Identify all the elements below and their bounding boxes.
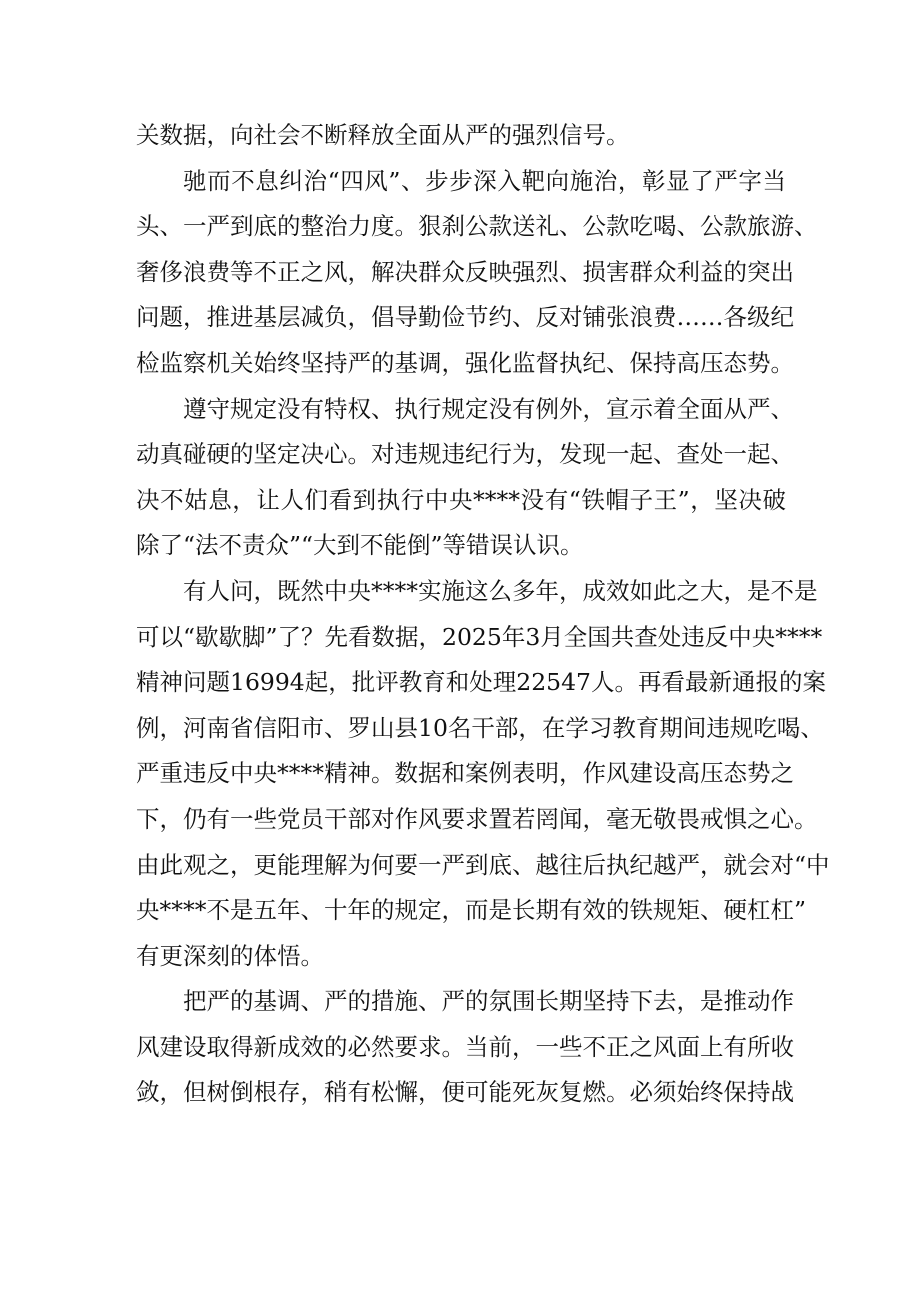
- text-line: 关数据，向社会不断释放全面从严的强烈信号。: [136, 121, 630, 149]
- text-line: 例，河南省信阳市、罗山县10名干部，在学习教育期间违规吃喝、: [136, 713, 824, 742]
- text-line: 遵守规定没有特权、执行规定没有例外，宣示着全面从严、: [183, 394, 794, 423]
- text-line: 除了“法不责众”“大到不能倒”等错误认识。: [136, 531, 584, 560]
- text-line: 可以“歇歇脚”了？先看数据，2025年3月全国共查处违反中央****: [136, 622, 823, 651]
- text-line: 决不姑息，让人们看到执行中央****没有“铁帽子王”，坚决破: [136, 485, 786, 514]
- text-line: 央****不是五年、十年的规定，而是长期有效的铁规矩、硬杠杠”: [136, 896, 807, 925]
- text-line: 风建设取得新成效的必然要求。当前，一些不正之风面上有所收: [136, 1032, 794, 1061]
- text-line: 敛，但树倒根存，稍有松懈，便可能死灰复燃。必须始终保持战: [136, 1078, 794, 1107]
- text-line: 驰而不息纠治“四风”、步步深入靶向施治，彰显了严字当: [183, 166, 786, 195]
- text-line: 严重违反中央****精神。数据和案例表明，作风建设高压态势之: [136, 759, 794, 788]
- text-line: 奢侈浪费等不正之风，解决群众反映强烈、损害群众利益的突出: [136, 257, 794, 286]
- text-line: 有更深刻的体悟。: [136, 941, 324, 970]
- text-line: 由此观之，更能理解为何要一严到底、越往后执纪越严，就会对“中: [136, 850, 830, 879]
- text-line: 下，仍有一些党员干部对作风要求置若罔闻，毫无敬畏戒惧之心。: [136, 804, 818, 833]
- document-body: [136, 113, 830, 1116]
- text-line: 动真碰硬的坚定决心。对违规违纪行为，发现一起、查处一起、: [136, 440, 794, 469]
- text-line: 头、一严到底的整治力度。狠刹公款送礼、公款吃喝、公款旅游、: [136, 212, 818, 241]
- text-line: 精神问题16994起，批评教育和处理22547人。再看最新通报的案: [136, 668, 827, 697]
- text-line: 把严的基调、严的措施、严的氛围长期坚持下去，是推动作: [183, 987, 794, 1016]
- text-line: 问题，推进基层减负，倡导勤俭节约、反对铺张浪费……各级纪: [136, 303, 794, 332]
- text-line: 检监察机关始终坚持严的基调，强化监督执纪、保持高压态势。: [136, 348, 794, 377]
- text-line: 有人问，既然中央****实施这么多年，成效如此之大，是不是: [183, 576, 818, 605]
